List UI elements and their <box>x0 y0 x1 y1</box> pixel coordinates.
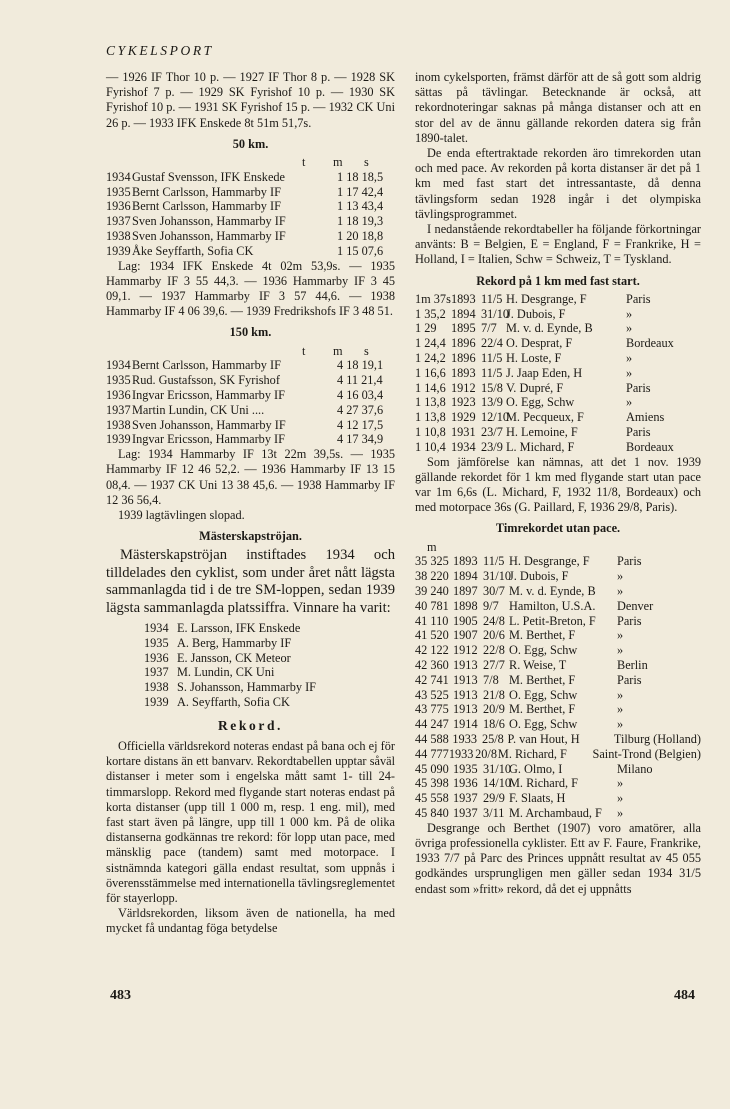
result-year: 1934 <box>106 169 131 184</box>
record-time: 1 14,6 <box>415 380 446 395</box>
result-name: Sven Johansson, Hammarby IF <box>132 214 286 229</box>
result-row <box>106 244 395 259</box>
record-time: 1 16,6 <box>415 365 446 380</box>
record-rider: P. van Hout, H <box>507 731 580 746</box>
result-time: 1 18 18,5 <box>337 169 384 184</box>
record-year: 1912 <box>451 380 476 395</box>
record-rider: O. Egg, Schw <box>506 395 575 410</box>
intro-paragraph: — 1926 IF Thor 10 p. — 1927 IF Thor 8 p. — 1928 SK Fyrishof 7 p. — 1929 SK Fyrishof 10 p. — 1930 SK Fyrishof 10 p. — 1931 SK Fyrishof 15 p. — 1932 CK Uni 26 p. — 1933 IFK Enskede 8t 51m 51,7s. <box>106 70 395 130</box>
result-name: Bernt Carlsson, Hammarby IF <box>132 184 281 199</box>
record-year: 1933 <box>448 746 474 761</box>
record-date: 3/11 <box>483 805 505 820</box>
result-time: 4 18 19,1 <box>337 358 384 373</box>
champion-row <box>106 680 395 695</box>
record-place: » <box>617 717 624 732</box>
record-dist: 41 110 <box>415 613 449 628</box>
record-date: 20/6 <box>483 628 505 643</box>
record-place: » <box>617 791 624 806</box>
results-table-50km <box>106 170 395 259</box>
record-place: » <box>617 702 624 717</box>
section-heading-records: Rekord. <box>217 717 284 733</box>
result-time: 1 17 42,4 <box>337 184 384 199</box>
record-place: » <box>626 306 633 321</box>
record-date: 15/8 <box>481 380 503 395</box>
record-date: 7/7 <box>481 321 497 336</box>
champion-year: 1935 <box>144 635 169 650</box>
left-column <box>106 70 395 937</box>
page-number-left: 483 <box>110 988 131 1003</box>
result-row <box>106 403 395 418</box>
record-row <box>415 732 701 747</box>
record-row <box>415 292 701 307</box>
record-dist: 42 122 <box>415 643 449 658</box>
record-year: 1893 <box>453 554 478 569</box>
body-paragraph: Desgrange och Berthet (1907) voro amatörer, alla övriga professionella cyklister. Ett av F. Faure, Frankrike, 1933 7/7 på Parc des Princes uppnått resultat av 45 055 godkändes ursprungligen men gäller sedan 1934 31/5 endast som »fritt» rekord, då det ej uppnåtts <box>415 820 701 896</box>
record-row <box>415 381 701 396</box>
records-paragraph: Officiella världsrekord noteras endast på bana och ej för kortare distans än ett banvarv. Rekordtabellen upptar såväl distanser i meter som i engelska mått samt 1- till 24-timmarslopp. Rekord med flygande start noteras endast på korta distanser (upp till 1 000 m, resp. 1 eng. mil), med fast start även på längre, upp till 1 000 km. På de olika distanserna godkännas tre rekord: för lopp utan pace, med mänsklig pace (tandem) samt med motorpace. I sistnämnda kategori gälla endast resultat, som uppnås i överensstämmelse med internationella tävlingsreglementet för stayerlopp. <box>106 739 395 906</box>
team-results-150km: Lag: 1934 Hammarby IF 13t 22m 39,5s. — 1935 Hammarby IF 12 46 52,2. — 1936 Hammarby IF 13 15 08,4. — 1937 CK Uni 13 38 45,6. — 1938 Hammarby IF 12 36 56,4. <box>106 447 395 507</box>
record-place: Saint-Trond (Belgien) <box>592 746 702 761</box>
record-place: Paris <box>626 291 651 306</box>
record-year: 1913 <box>453 672 478 687</box>
record-time: 1 29 <box>415 321 437 336</box>
record-rider: M. Archambaud, F <box>509 805 602 820</box>
section-heading-150km: 150 km. <box>229 325 272 340</box>
record-row <box>415 673 701 688</box>
champion-name: M. Lundin, CK Uni <box>177 665 275 680</box>
record-time: 1m 37s <box>415 291 451 306</box>
champion-year: 1934 <box>144 621 169 636</box>
champion-row <box>106 621 395 636</box>
record-dist: 42 741 <box>415 672 449 687</box>
record-year: 1898 <box>453 598 478 613</box>
record-date: 22/4 <box>481 336 503 351</box>
champion-jersey-text: Mästerskapströjan instiftades 1934 och tilldelades den cyklist, som under året nått lägsta sammanlagda tid i de tre SM-loppen, sedan 1939 lägsta sammanlagda platssiffra. Vinnare ha varit: <box>106 547 395 616</box>
note-150km: 1939 lagtävlingen slopad. <box>118 508 245 522</box>
record-date: 29/9 <box>483 791 505 806</box>
result-year: 1936 <box>106 388 131 402</box>
record-row <box>415 599 701 614</box>
body-paragraph: inom cykelsporten, främst därför att de så gott som aldrig sättas på tävlingar. Betecknande är också, att rekordnoteringar saknas på många distanser och att en stor del av de ännu gällande rekorden datera sig från 1890-talet. <box>415 70 701 145</box>
record-row <box>415 762 701 777</box>
record-rider: M. Pecqueux, F <box>506 410 584 425</box>
result-year: 1939 <box>106 243 131 258</box>
record-date: 11/5 <box>483 554 505 569</box>
record-dist: 45 558 <box>415 791 449 806</box>
results-table-150km <box>106 358 395 447</box>
record-year: 1894 <box>451 306 476 321</box>
record-date: 23/9 <box>481 439 503 454</box>
record-year: 1894 <box>453 569 478 584</box>
record-row <box>415 747 701 762</box>
record-row <box>415 628 701 643</box>
record-rider: J. Dubois, F <box>506 306 566 321</box>
record-rider: O. Egg, Schw <box>509 643 578 658</box>
result-year: 1937 <box>106 214 131 229</box>
record-dist: 38 220 <box>415 569 449 584</box>
result-name: Rud. Gustafsson, SK Fyrishof <box>132 373 280 388</box>
result-name: Gustaf Svensson, IFK Enskede <box>132 169 286 184</box>
record-year: 1895 <box>451 321 476 336</box>
result-row <box>106 170 395 185</box>
record-date: 11/5 <box>481 291 503 306</box>
result-year: 1936 <box>106 199 131 214</box>
record-dist: 45 840 <box>415 805 449 820</box>
result-name: Bernt Carlsson, Hammarby IF <box>132 358 281 373</box>
record-dist: 35 325 <box>415 554 449 569</box>
result-year: 1935 <box>106 373 131 388</box>
record-year: 1934 <box>451 439 476 454</box>
result-time: 4 11 21,4 <box>337 373 383 388</box>
result-time: 1 13 43,4 <box>337 199 384 214</box>
record-row <box>415 658 701 673</box>
record-date: 22/8 <box>483 643 505 658</box>
record-place: Denver <box>617 598 654 613</box>
champion-name: S. Johansson, Hammarby IF <box>177 680 317 695</box>
record-year: 1912 <box>453 643 478 658</box>
abbreviations-paragraph: I nedanstående rekordtabeller ha följande förkortningar använts: B = Belgien, E = England, F = Frankrike, H = Holland, I = Italien, Schw = Schweiz, T = Tyskland. <box>415 222 701 267</box>
result-time: 4 27 37,6 <box>337 402 384 417</box>
record-row <box>415 717 701 732</box>
record-rider: H. Desgrange, F <box>506 291 587 306</box>
result-row <box>106 229 395 244</box>
page-number-right: 484 <box>674 988 695 1003</box>
record-rider: H. Desgrange, F <box>509 554 590 569</box>
result-name: Ingvar Ericsson, Hammarby IF <box>132 432 285 447</box>
record-time: 1 13,8 <box>415 410 446 425</box>
record-row <box>415 569 701 584</box>
record-year: 1893 <box>451 291 476 306</box>
record-rider: H. Lemoine, F <box>506 425 578 440</box>
record-date: 31/10 <box>483 569 512 584</box>
record-date: 23/7 <box>481 425 503 440</box>
record-row <box>415 440 701 455</box>
record-year: 1897 <box>453 584 478 599</box>
record-row <box>415 395 701 410</box>
comparison-paragraph: Som jämförelse kan nämnas, att det 1 nov. 1939 gällande rekordet för 1 km med flygande start utan pace var 1m 6,6s (L. Michard, F, 1932 11/8, Bordeaux) och med motorpace 36s (G. Paillard, F, 1936 29/8, Paris). <box>415 454 701 515</box>
record-year: 1929 <box>451 410 476 425</box>
record-row <box>415 806 701 821</box>
record-place: » <box>626 395 633 410</box>
champion-name: A. Seyffarth, Sofia CK <box>177 695 290 710</box>
result-name: Åke Seyffarth, Sofia CK <box>132 243 254 258</box>
record-place: » <box>626 351 633 366</box>
record-dist: 45 398 <box>415 776 449 791</box>
record-row <box>415 307 701 322</box>
time-units-header: t m s <box>302 155 369 170</box>
record-place: Paris <box>617 672 642 687</box>
record-year: 1896 <box>451 351 476 366</box>
record-place: Milano <box>617 761 653 776</box>
champion-year: 1938 <box>144 680 169 695</box>
result-name: Ingvar Ericsson, Hammarby IF <box>132 388 285 402</box>
record-date: 24/8 <box>483 613 505 628</box>
record-row <box>415 336 701 351</box>
record-dist: 44 588 <box>415 731 449 746</box>
champion-row <box>106 651 395 666</box>
record-date: 12/10 <box>481 410 510 425</box>
record-rider: J. Dubois, F <box>509 569 569 584</box>
record-place: » <box>617 687 624 702</box>
champion-name: A. Berg, Hammarby IF <box>177 635 292 650</box>
result-time: 1 20 18,8 <box>337 229 384 243</box>
champion-list <box>106 621 395 710</box>
record-rider: M. Berthet, F <box>509 628 576 643</box>
record-date: 7/8 <box>483 672 499 687</box>
result-year: 1935 <box>106 184 131 199</box>
record-rider: M. Berthet, F <box>509 702 576 717</box>
record-year: 1933 <box>452 731 477 746</box>
record-time: 1 10,8 <box>415 425 446 440</box>
record-year: 1937 <box>453 805 478 820</box>
record-dist: 43 775 <box>415 702 449 717</box>
result-year: 1937 <box>106 402 131 417</box>
record-rider: J. Jaap Eden, H <box>506 365 583 380</box>
record-row <box>415 410 701 425</box>
record-table-1km <box>415 292 701 455</box>
champion-year: 1936 <box>144 650 169 665</box>
record-rider: H. Loste, F <box>506 351 562 366</box>
record-time: 1 24,2 <box>415 351 446 366</box>
record-row <box>415 351 701 366</box>
record-rider: M. Richard, F <box>497 746 567 761</box>
record-rider: Hamilton, U.S.A. <box>509 598 596 613</box>
record-row <box>415 584 701 599</box>
time-units-header: t m s <box>302 343 369 358</box>
record-place: Bordeaux <box>626 439 674 454</box>
record-year: 1896 <box>451 336 476 351</box>
champion-year: 1937 <box>144 665 169 680</box>
result-row <box>106 432 395 447</box>
record-year: 1893 <box>451 365 476 380</box>
record-date: 11/5 <box>481 351 503 366</box>
record-rider: M. v. d. Eynde, B <box>509 584 596 599</box>
section-heading-champion-jersey: Mästerskapströjan. <box>199 529 302 544</box>
record-place: » <box>617 569 624 584</box>
record-date: 11/5 <box>481 365 503 380</box>
result-year: 1938 <box>106 229 131 243</box>
record-row <box>415 321 701 336</box>
record-date: 18/6 <box>483 717 505 732</box>
record-rider: F. Slaats, H <box>509 791 566 806</box>
result-row <box>106 388 395 403</box>
result-name: Martin Lundin, CK Uni .... <box>132 402 265 417</box>
result-year: 1939 <box>106 432 131 447</box>
record-place: Paris <box>617 613 642 628</box>
record-table-hour <box>415 554 701 820</box>
result-row <box>106 214 395 229</box>
record-dist: 39 240 <box>415 584 449 599</box>
record-date: 31/10 <box>481 306 510 321</box>
record-dist: 41 520 <box>415 628 449 643</box>
record-dist: 40 781 <box>415 598 449 613</box>
record-year: 1937 <box>453 791 478 806</box>
record-place: » <box>617 584 624 599</box>
record-row <box>415 791 701 806</box>
record-year: 1935 <box>453 761 478 776</box>
result-name: Bernt Carlsson, Hammarby IF <box>132 199 281 214</box>
record-rider: L. Petit-Breton, F <box>509 613 596 628</box>
record-row <box>415 554 701 569</box>
record-place: » <box>617 628 624 643</box>
record-row <box>415 366 701 381</box>
result-time: 1 15 07,6 <box>337 243 384 258</box>
record-rider: G. Olmo, I <box>509 761 563 776</box>
record-place: Paris <box>626 380 651 395</box>
result-row <box>106 373 395 388</box>
record-time: 1 35,2 <box>415 306 446 321</box>
record-place: Paris <box>617 554 642 569</box>
record-place: Bordeaux <box>626 336 674 351</box>
record-date: 31/10 <box>483 761 512 776</box>
record-year: 1931 <box>451 425 476 440</box>
record-dist: 45 090 <box>415 761 449 776</box>
result-row <box>106 185 395 200</box>
record-year: 1905 <box>453 613 478 628</box>
record-dist: 44 247 <box>415 717 449 732</box>
champion-name: E. Larsson, IFK Enskede <box>177 621 301 636</box>
result-time: 1 18 19,3 <box>337 214 384 229</box>
record-rider: V. Dupré, F <box>506 380 564 395</box>
record-rider: M. Berthet, F <box>509 672 576 687</box>
record-date: 30/7 <box>483 584 505 599</box>
record-place: Amiens <box>626 410 665 425</box>
record-year: 1913 <box>453 687 478 702</box>
result-row <box>106 358 395 373</box>
record-year: 1907 <box>453 628 478 643</box>
section-heading-1km-record: Rekord på 1 km med fast start. <box>476 273 640 288</box>
record-place: » <box>626 321 633 336</box>
result-row <box>106 199 395 214</box>
result-row <box>106 418 395 433</box>
champion-row <box>106 636 395 651</box>
record-row <box>415 614 701 629</box>
record-rider: M. Richard, F <box>509 776 578 791</box>
result-name: Sven Johansson, Hammarby IF <box>132 229 286 243</box>
record-date: 25/8 <box>481 731 504 746</box>
records-paragraph: Världsrekorden, liksom även de nationella, ha med mycket få undantag föga betydelse <box>106 906 395 936</box>
record-dist: 44 777 <box>415 746 449 761</box>
record-time: 1 10,4 <box>415 439 446 454</box>
body-paragraph: De enda eftertraktade rekorden äro timrekorden utan och med pace. Av rekorden på korta distanser är det på 1 km med fast start det intressantaste, då denna tävlingsform sedan 1928 ingår i det olympiska tävlingsprogrammet. <box>415 146 701 221</box>
champion-row <box>106 695 395 710</box>
record-date: 13/9 <box>481 395 503 410</box>
record-dist: 43 525 <box>415 687 449 702</box>
record-date: 14/10 <box>483 776 512 791</box>
result-year: 1934 <box>106 358 131 373</box>
distance-unit-label: m <box>427 539 437 554</box>
record-date: 20/8 <box>475 746 497 761</box>
running-header: CYKELSPORT <box>106 43 214 58</box>
section-heading-hour-record: Timrekordet utan pace. <box>495 521 621 536</box>
record-time: 1 24,4 <box>415 336 446 351</box>
record-date: 20/9 <box>483 702 505 717</box>
team-results-50km: Lag: 1934 IFK Enskede 4t 02m 53,9s. — 1935 Hammarby IF 3 55 44,3. — 1936 Hammarby IF 3 45 09,1. — 1937 Hammarby IF 3 57 44,6. — 1938 Hammarby IF 4 06 39,6. — 1939 Fredrikshofs IF 3 48 51. <box>106 258 395 319</box>
record-rider: O. Egg, Schw <box>509 717 578 732</box>
record-year: 1914 <box>453 717 478 732</box>
record-year: 1923 <box>451 395 476 410</box>
record-place: » <box>617 805 624 820</box>
section-heading-50km: 50 km. <box>232 136 269 151</box>
record-place: Paris <box>626 425 651 440</box>
record-place: Berlin <box>617 658 648 672</box>
record-row <box>415 643 701 658</box>
record-place: Tilburg (Holland) <box>613 731 701 746</box>
record-date: 9/7 <box>483 598 499 613</box>
record-row <box>415 702 701 717</box>
record-rider: M. v. d. Eynde, B <box>506 321 593 336</box>
record-place: » <box>617 776 624 791</box>
record-date: 27/7 <box>483 658 505 672</box>
champion-year: 1939 <box>144 695 169 710</box>
record-date: 21/8 <box>483 687 505 702</box>
record-rider: R. Weise, T <box>509 658 567 672</box>
champion-name: E. Jansson, CK Meteor <box>177 650 291 665</box>
right-column <box>415 70 701 897</box>
record-rider: O. Egg, Schw <box>509 687 578 702</box>
record-rider: O. Desprat, F <box>506 336 573 351</box>
result-time: 4 16 03,4 <box>337 388 384 402</box>
record-year: 1913 <box>453 658 478 672</box>
record-place: » <box>626 365 633 380</box>
record-place: » <box>617 643 624 658</box>
record-row <box>415 425 701 440</box>
record-rider: L. Michard, F <box>506 439 575 454</box>
result-time: 4 17 34,9 <box>337 432 384 447</box>
record-year: 1913 <box>453 702 478 717</box>
result-time: 4 12 17,5 <box>337 417 384 432</box>
champion-row <box>106 665 395 680</box>
record-row <box>415 776 701 791</box>
record-time: 1 13,8 <box>415 395 446 410</box>
result-year: 1938 <box>106 417 131 432</box>
record-dist: 42 360 <box>415 658 449 672</box>
record-row <box>415 688 701 703</box>
record-year: 1936 <box>453 776 478 791</box>
result-name: Sven Johansson, Hammarby IF <box>132 417 286 432</box>
